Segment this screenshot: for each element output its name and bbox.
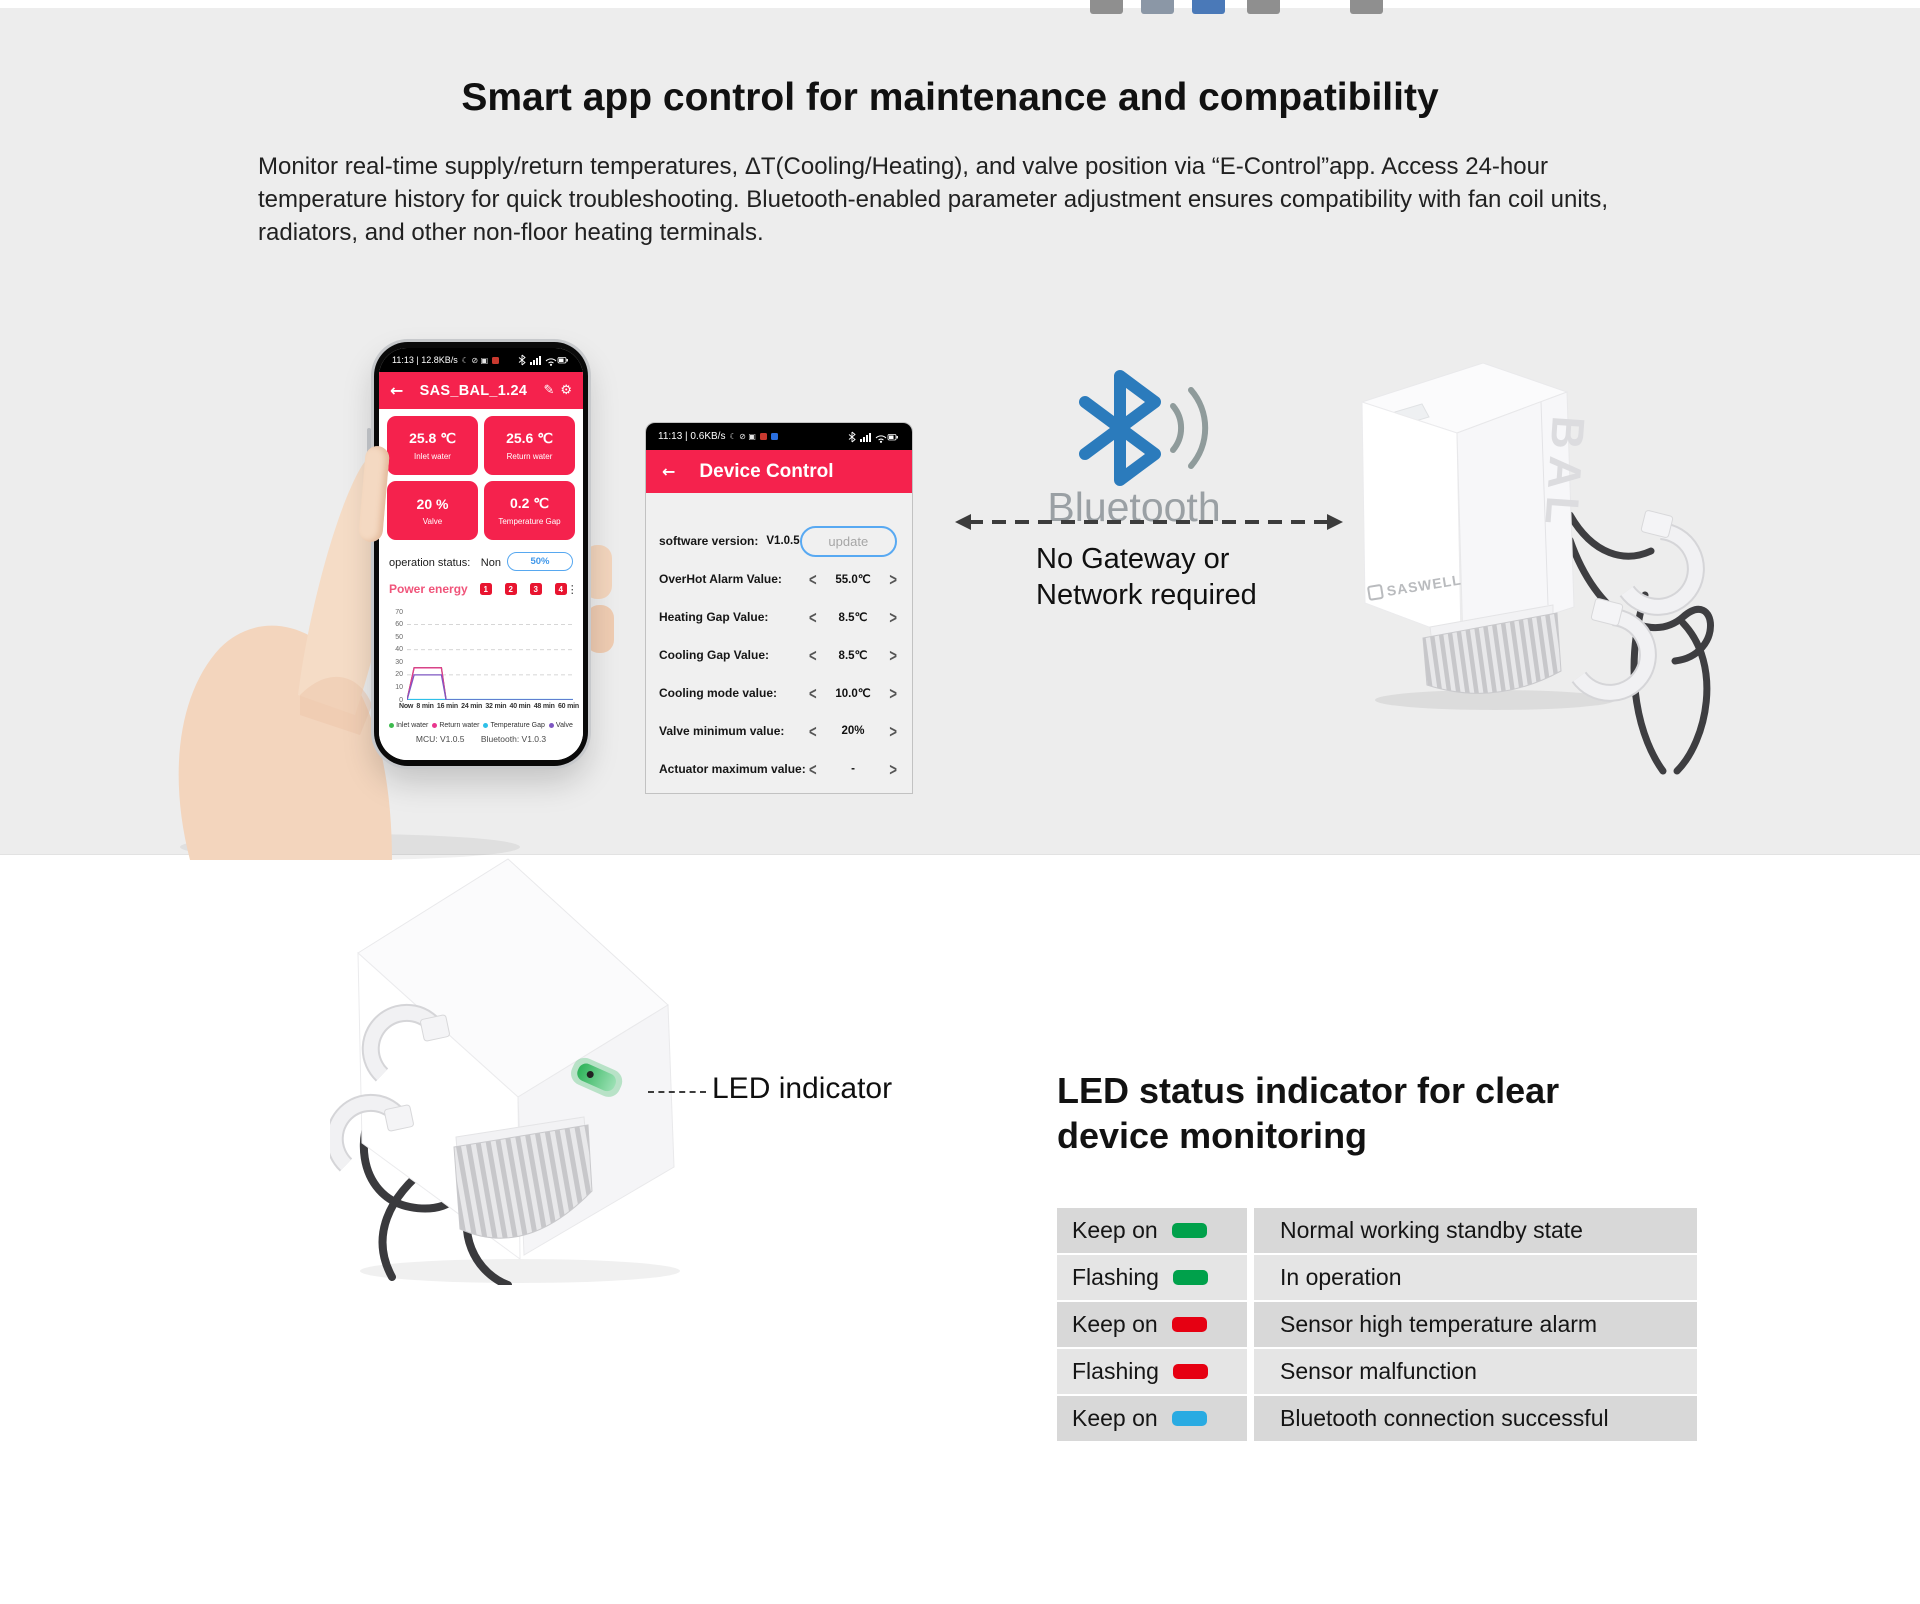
- y-axis-tick: 0: [399, 696, 403, 704]
- legend-dot: [432, 723, 437, 728]
- y-axis-tick: 50: [395, 633, 403, 641]
- actuator-device: [1345, 355, 1775, 775]
- status-badge-icon: [492, 357, 499, 364]
- page-title: Smart app control for maintenance and compatibility: [461, 76, 1439, 119]
- metric-card[interactable]: [484, 416, 575, 475]
- x-axis-tick: 16 min: [436, 703, 458, 710]
- device-control-body: [646, 493, 912, 794]
- app-header: [646, 450, 912, 493]
- led-status-row: [1057, 1208, 1697, 1253]
- power-channel-button[interactable]: 2: [505, 583, 517, 595]
- parameter-label: OverHot Alarm Value:: [659, 572, 782, 586]
- led-status-row: [1057, 1349, 1697, 1394]
- chevron-right-icon[interactable]: >: [889, 568, 897, 590]
- legend-label: Return water: [439, 722, 480, 729]
- parameter-value: 8.5℃: [838, 650, 868, 662]
- dashed-connection-arrow: [953, 509, 1345, 535]
- chart-legend: [387, 722, 575, 729]
- led-state-cell: [1057, 1208, 1247, 1253]
- parameter-label: software version:: [659, 534, 759, 548]
- operation-status-row: [387, 552, 575, 571]
- value-stepper: [809, 606, 897, 628]
- led-section-heading: [1057, 1068, 1559, 1158]
- hero-paragraph: [258, 150, 1608, 249]
- chart-line-return-water: [407, 668, 573, 700]
- y-axis-tick: 10: [395, 683, 403, 691]
- x-axis-tick: 48 min: [533, 703, 555, 710]
- power-channel-button[interactable]: 3: [530, 583, 542, 595]
- led-state-cell: [1057, 1255, 1247, 1300]
- power-channel-button[interactable]: 4: [555, 583, 567, 595]
- metric-label: Valve: [422, 516, 443, 526]
- led-status-row: [1057, 1396, 1697, 1441]
- status-time-net: 11:13 | 12.8KB/s: [392, 355, 458, 365]
- parameter-rows: [659, 560, 897, 788]
- bluetooth-icon: [849, 432, 855, 442]
- metric-value: 25.6 ℃: [506, 430, 553, 446]
- bluetooth-icon: [519, 355, 525, 365]
- heading-line: device monitoring: [1057, 1115, 1368, 1156]
- chevron-left-icon[interactable]: <: [809, 644, 817, 666]
- value-stepper: [809, 758, 897, 780]
- led-status-table: [1057, 1208, 1697, 1443]
- value-stepper: [809, 644, 897, 666]
- metric-card[interactable]: [387, 416, 478, 475]
- signal-icon: [530, 356, 541, 365]
- pixel-icon: [1090, 0, 1123, 14]
- chevron-right-icon[interactable]: >: [889, 606, 897, 628]
- operation-status-value: Non: [480, 556, 501, 569]
- metric-cards: [387, 416, 575, 540]
- led-color-swatch: [1172, 1317, 1207, 1332]
- back-icon[interactable]: ←: [662, 462, 676, 481]
- pixel-icon: [1192, 0, 1225, 14]
- metric-value: 20 %: [416, 495, 449, 512]
- led-description-cell: [1254, 1255, 1697, 1300]
- x-axis-tick: Now: [399, 703, 414, 710]
- app-header: [379, 372, 583, 409]
- led-description-cell: [1254, 1208, 1697, 1253]
- parameter-row: [659, 636, 897, 674]
- legend-dot: [389, 723, 394, 728]
- paragraph-line: temperature history for quick troubleshooting. Bluetooth-enabled parameter adjustment ensures compatibility with fan coil units,: [258, 186, 1609, 213]
- software-version-row: [659, 522, 897, 560]
- metric-label: Return water: [506, 452, 553, 461]
- status-misc-icons: ☾ ⊘ ▣: [461, 355, 489, 365]
- wifi-icon: [876, 435, 886, 442]
- value-stepper: [809, 720, 897, 742]
- paragraph-line: radiators, and other non-floor heating terminals.: [258, 219, 764, 246]
- y-axis-tick: 20: [395, 671, 403, 679]
- app-body: [379, 409, 583, 760]
- x-axis-tick: 60 min: [557, 703, 579, 710]
- x-axis-tick: 40 min: [509, 703, 531, 710]
- led-color-swatch: [1173, 1364, 1208, 1379]
- wifi-icon: [546, 359, 556, 366]
- chevron-left-icon[interactable]: <: [809, 568, 817, 590]
- edit-icon[interactable]: ✎: [543, 383, 555, 398]
- phone-1: [374, 342, 588, 766]
- led-state-description: Sensor malfunction: [1280, 1358, 1477, 1384]
- led-color-swatch: [1172, 1411, 1207, 1426]
- mcu-version: MCU: V1.0.5: [415, 734, 465, 744]
- callout-leader-line: [648, 1091, 706, 1093]
- led-state-label: Flashing: [1072, 1358, 1159, 1384]
- legend-label: Valve: [555, 722, 573, 729]
- bluetooth-label: Bluetooth: [1047, 484, 1221, 530]
- value-stepper: [809, 568, 897, 590]
- wave-arc: [1173, 406, 1181, 450]
- legend-item: [483, 722, 544, 729]
- y-axis-tick: 30: [395, 658, 403, 666]
- led-state-cell: [1057, 1302, 1247, 1347]
- chevron-left-icon[interactable]: <: [809, 720, 817, 742]
- chevron-right-icon[interactable]: >: [889, 644, 897, 666]
- parameter-value: 55.0℃: [835, 574, 871, 586]
- chevron-left-icon[interactable]: <: [809, 758, 817, 780]
- legend-dot: [549, 723, 554, 728]
- power-energy-label: Power energy: [389, 582, 468, 596]
- back-icon[interactable]: ←: [390, 381, 404, 400]
- paragraph-line: Monitor real-time supply/return temperatures, ΔT(Cooling/Heating), and valve position via “E-Control”app. Access 24-hour: [258, 153, 1548, 180]
- chevron-left-icon[interactable]: <: [809, 606, 817, 628]
- metric-label: Temperature Gap: [498, 517, 561, 526]
- led-color-swatch: [1173, 1270, 1208, 1285]
- operation-status-label: operation status:: [389, 556, 471, 569]
- parameter-label: Actuator maximum value:: [659, 762, 806, 776]
- device-side-text: BAL: [1534, 414, 1595, 534]
- parameter-row: [659, 750, 897, 788]
- parameter-row: [659, 712, 897, 750]
- led-color-swatch: [1172, 1223, 1207, 1238]
- status-bar: [379, 348, 583, 372]
- led-state-cell: [1057, 1396, 1247, 1441]
- x-axis-tick: 24 min: [461, 703, 483, 710]
- x-axis-tick: 8 min: [416, 703, 434, 710]
- x-axis-tick: 32 min: [485, 703, 507, 710]
- led-state-label: Keep on: [1072, 1405, 1158, 1431]
- update-button[interactable]: update: [800, 526, 897, 557]
- led-indicator-callout: LED indicator: [712, 1072, 893, 1105]
- chevron-right-icon[interactable]: >: [889, 758, 897, 780]
- status-misc-icons: ☾ ⊘ ▣: [729, 432, 756, 441]
- status-right-icons: [848, 431, 900, 443]
- parameter-label: Cooling Gap Value:: [659, 648, 770, 662]
- chevron-left-icon[interactable]: <: [809, 682, 817, 704]
- status-right-icons: [518, 354, 570, 366]
- firmware-versions: [387, 734, 575, 744]
- led-status-row: [1057, 1302, 1697, 1347]
- led-state-description: In operation: [1280, 1264, 1402, 1290]
- svg-text:SASWELL: SASWELL: [1385, 571, 1463, 599]
- status-time-net: 11:13 | 0.6KB/s: [658, 431, 726, 442]
- parameter-row: [659, 598, 897, 636]
- legend-dot: [483, 723, 488, 728]
- led-description-cell: [1254, 1349, 1697, 1394]
- legend-item: [549, 722, 573, 729]
- metric-value: 25.8 ℃: [409, 430, 456, 446]
- led-state-label: Keep on: [1072, 1311, 1158, 1337]
- y-axis-tick: 60: [395, 621, 403, 629]
- legend-label: Inlet water: [396, 722, 429, 729]
- led-status-row: [1057, 1255, 1697, 1300]
- history-chart: [387, 604, 579, 716]
- legend-label: Temperature Gap: [490, 722, 545, 729]
- metric-card[interactable]: [387, 481, 478, 540]
- chevron-right-icon[interactable]: >: [889, 682, 897, 704]
- led-state-description: Normal working standby state: [1280, 1217, 1583, 1243]
- metric-value: 0.2 ℃: [509, 495, 550, 511]
- bluetooth-version: Bluetooth: V1.0.3: [480, 734, 547, 744]
- battery-icon: [888, 434, 898, 440]
- bluetooth-icon: [1065, 368, 1255, 488]
- phone-2: [645, 422, 913, 794]
- battery-icon: [558, 358, 568, 364]
- led-state-cell: [1057, 1349, 1247, 1394]
- signal-icon: [860, 433, 871, 442]
- note-line: Network required: [1036, 579, 1257, 611]
- status-badge-icon: [760, 433, 767, 440]
- pixel-icon: [1141, 0, 1174, 14]
- led-description-cell: [1254, 1396, 1697, 1441]
- parameter-label: Heating Gap Value:: [659, 610, 769, 624]
- y-axis-tick: 40: [395, 646, 403, 654]
- wave-arc: [1191, 390, 1205, 466]
- chart-x-axis: [399, 703, 579, 710]
- led-state-label: Flashing: [1072, 1264, 1159, 1290]
- valve-progress-button[interactable]: 50%: [507, 552, 573, 571]
- pixel-icon: [1350, 0, 1383, 14]
- note-line: No Gateway or: [1036, 543, 1230, 575]
- chart-line-valve: [407, 675, 573, 700]
- parameter-label: Cooling mode value:: [659, 686, 778, 700]
- led-description-cell: [1254, 1302, 1697, 1347]
- pixel-icon: [1247, 0, 1280, 14]
- parameter-value: V1.0.5: [766, 535, 800, 547]
- device-name-title: SAS_BAL_1.24: [419, 382, 528, 399]
- heading-line: LED status indicator for clear: [1057, 1070, 1560, 1111]
- parameter-row: [659, 674, 897, 712]
- led-state-description: Sensor high temperature alarm: [1280, 1311, 1598, 1337]
- y-axis-tick: 70: [395, 608, 403, 616]
- metric-card[interactable]: [484, 481, 575, 540]
- phone-1-screen: [379, 348, 583, 760]
- led-state-description: Bluetooth connection successful: [1280, 1405, 1609, 1431]
- parameter-value: 20%: [841, 725, 865, 737]
- chart-line-inlet-water: [407, 668, 573, 700]
- parameter-label: Valve minimum value:: [659, 724, 785, 738]
- power-channel-button[interactable]: 1: [480, 583, 492, 595]
- page-header-title: Device Control: [699, 460, 834, 482]
- status-bar: [646, 423, 912, 450]
- chart-plot-area: [407, 607, 573, 700]
- power-channel-buttons: [480, 583, 567, 595]
- metric-label: Inlet water: [414, 452, 451, 461]
- power-energy-row: [387, 582, 578, 596]
- device-left-face: [1362, 402, 1461, 639]
- parameter-row: [659, 560, 897, 598]
- parameter-value: 10.0℃: [835, 688, 871, 700]
- value-stepper: [809, 682, 897, 704]
- status-app-icon: [771, 433, 778, 440]
- no-gateway-note: [1036, 541, 1257, 613]
- more-options-icon[interactable]: ⋮: [566, 582, 578, 596]
- chevron-right-icon[interactable]: >: [889, 720, 897, 742]
- legend-item: [432, 722, 479, 729]
- actuator-device: [330, 835, 750, 1285]
- legend-item: [389, 722, 428, 729]
- parameter-value: -: [851, 763, 855, 775]
- settings-gear-icon[interactable]: ⚙: [560, 383, 572, 398]
- parameter-value: 8.5℃: [838, 612, 868, 624]
- led-state-label: Keep on: [1072, 1217, 1158, 1243]
